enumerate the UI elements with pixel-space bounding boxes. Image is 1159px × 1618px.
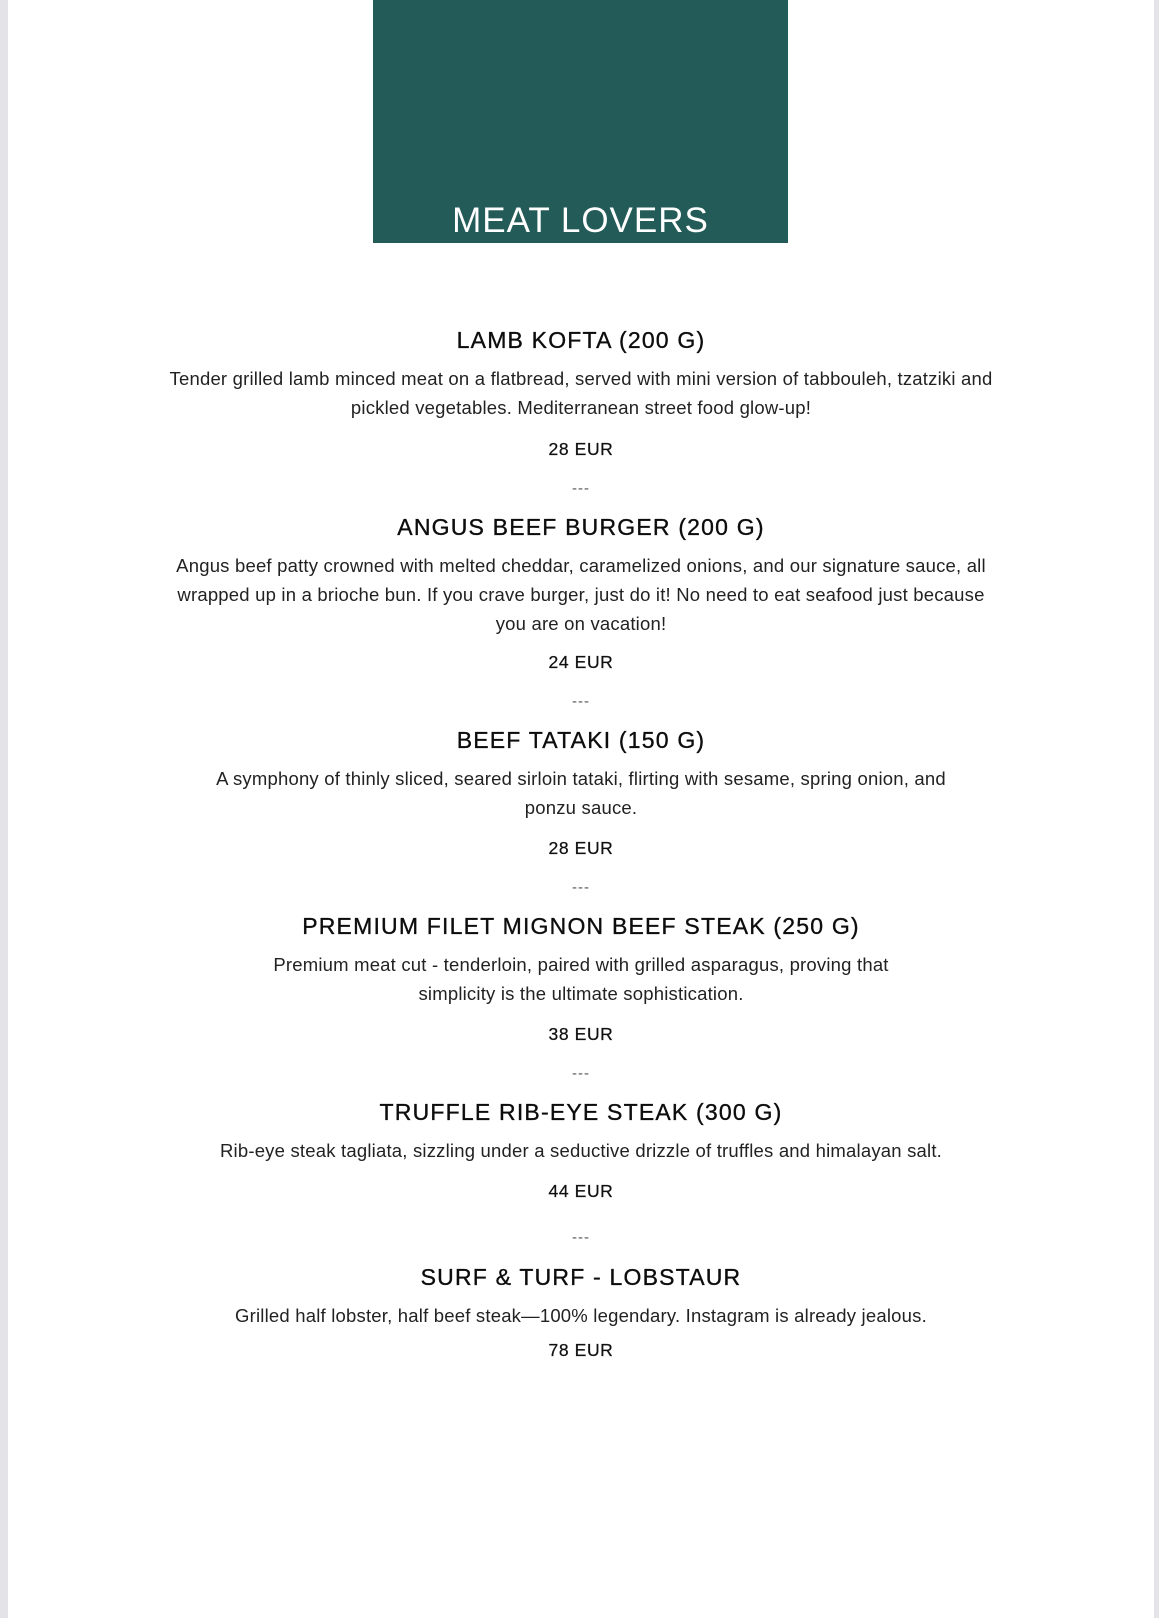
- item-divider: ---: [572, 879, 590, 896]
- item-description: Angus beef patty crowned with melted cheddar, caramelized onions, and our signature sauce, all wrapped up in a brioche bun. If you crave burger, just do it! No need to eat seafood just because you are on vacation!: [176, 555, 986, 634]
- item-price: 28 EUR: [548, 439, 614, 459]
- item-description: Tender grilled lamb minced meat on a flatbread, served with mini version of tabbouleh, tzatziki and pickled vegetables. Mediterranean street food glow-up!: [169, 368, 993, 418]
- menu-page: [8, 0, 1154, 1618]
- item-description: A symphony of thinly sliced, seared sirloin tataki, flirting with sesame, spring onion, and ponzu sauce.: [216, 768, 946, 818]
- section-banner: [373, 0, 788, 243]
- item-description: Grilled half lobster, half beef steak—100% legendary. Instagram is already jealous.: [235, 1305, 927, 1326]
- item-name: PREMIUM FILET MIGNON BEEF STEAK (250 G): [302, 913, 860, 939]
- item-name: ANGUS BEEF BURGER (200 G): [397, 514, 765, 540]
- item-price: 78 EUR: [548, 1340, 614, 1360]
- item-name: SURF & TURF - LOBSTAUR: [420, 1264, 742, 1290]
- item-name: BEEF TATAKI (150 G): [456, 727, 706, 753]
- item-name: TRUFFLE RIB-EYE STEAK (300 G): [379, 1099, 783, 1125]
- item-description: Rib-eye steak tagliata, sizzling under a seductive drizzle of truffles and himalayan salt.: [219, 1140, 943, 1161]
- item-divider: ---: [572, 693, 590, 710]
- item-price: 38 EUR: [548, 1024, 614, 1044]
- item-description: Premium meat cut - tenderloin, paired with grilled asparagus, proving that simplicity is the ultimate sophistication.: [273, 954, 889, 1004]
- section-title: MEAT LOVERS: [452, 201, 709, 240]
- item-price: 28 EUR: [548, 838, 614, 858]
- item-price: 24 EUR: [548, 652, 614, 672]
- item-divider: ---: [572, 1065, 590, 1082]
- item-price: 44 EUR: [548, 1181, 614, 1201]
- item-divider: ---: [572, 480, 590, 497]
- item-name: LAMB KOFTA (200 G): [456, 327, 706, 353]
- item-divider: ---: [572, 1229, 590, 1246]
